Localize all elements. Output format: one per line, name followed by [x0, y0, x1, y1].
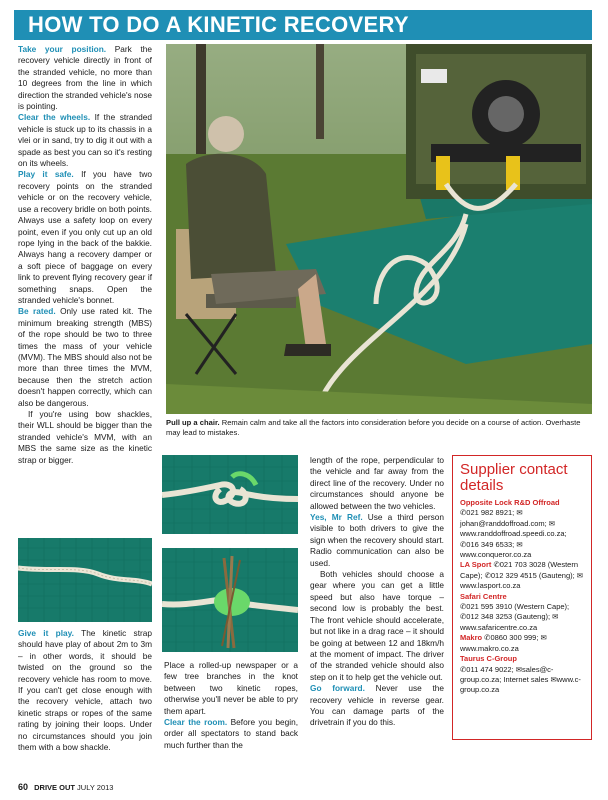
column-1-text — [18, 44, 152, 466]
subhead: Take your position. — [18, 44, 107, 54]
supplier-name: Opposite Lock R&D Offroad — [460, 498, 560, 507]
subhead: Yes, Mr Ref. — [310, 512, 363, 523]
magazine-name: DRIVE OUT — [34, 783, 75, 792]
body-text: If you're using bow shackles, their WLL should be bigger than the stranded vehicle's MVM, with an MBS the same size as the kinetic strap or bigger. — [18, 409, 152, 465]
supplier-contact-box — [452, 455, 592, 740]
body-text: The kinetic strap should have play of about 2m to 3m – in other words, it should be twisted on the ground so the recovery vehicle has room to move. If you can't get close enough with the recovery vehicle, attach two kinetic straps or ropes of the same rating by joining their loops. Under no circumstances should you join them with a bow shackle. — [18, 628, 152, 753]
issue-date: JULY 2013 — [77, 783, 114, 792]
body-text: Park the recovery vehicle directly in front of the stranded vehicle, no more than 10 degrees from the line in which direction the stranded vehicle's nose is pointing. — [18, 44, 152, 112]
knot-photo-bottom — [162, 548, 298, 652]
supplier-contact: ✆021 982 8921; ✉johan@randdoffroad.com; ✉www.randdoffroad.speedi.co.za; ✆016 349 6533; ✉www.conqueror.co.za — [460, 508, 567, 560]
supplier-name: Safari Centre — [460, 591, 507, 601]
subhead: Go forward. — [310, 683, 365, 694]
supplier-contact: ✆0860 300 999; ✉www.makro.co.za — [460, 633, 547, 653]
body-text: If the stranded vehicle is stuck up to its chassis in a vlei or in sand, try to dig it out with a spade as best you can so it's resting on its wheels. — [18, 112, 152, 169]
body-text: Both vehicles should choose a gear where you can get a little speed but also have torque – second low is probably the best. The front vehicle should accelerate, but not like in a drag race – it should be going at between 12 and 18km/h at the moment of impact. The driver of the stranded vehicle should also step on it to help get the vehicle out. — [310, 569, 444, 682]
caption-body: Remain calm and take all the factors into consideration before you decide on a course of action. Overhaste may lead to mistakes. — [166, 418, 581, 437]
rope-coil-photo — [18, 538, 152, 622]
supplier-name: LA Sport — [460, 560, 492, 570]
subhead: Clear the room. — [164, 717, 228, 728]
page-footer — [18, 781, 578, 793]
column-1-lower-text — [18, 628, 152, 753]
body-text: If you have two recovery points on the stranded vehicle or on the recovery vehicle, use a recovery bridle on both points. Always use a safety loop on every point, even if you only cut up an old rope lying in the back of the bakkie. Always hang a recovery damper or a soft piece of baggage on every link to prevent flying recovery gear if something snaps. Open the stranded vehicle's bonnet. — [18, 169, 152, 305]
body-text: Only use rated kit. The minimum breaking strength (MBS) of the rope should be two to three times the mass of your vehicle (MVM). The MBS should also not be more than three times the MVM, because then the stretch action doesn't happen correctly, which can also be dangerous. — [18, 306, 152, 408]
caption-head: Pull up a chair. — [166, 418, 220, 427]
supplier-contact: ✆021 703 3028 (Western Cape); ✆012 329 4515 (Gauteng); ✉www.lasport.co.za — [460, 560, 584, 591]
main-recovery-photo — [166, 44, 592, 414]
supplier-contact: ✆011 474 9022; ✉sales@c-group.co.za; Internet sales ✉www.c-group.co.za — [460, 664, 581, 695]
subhead: Be rated. — [18, 306, 56, 317]
article-title: HOW TO DO A KINETIC RECOVERY — [28, 12, 409, 37]
title-banner — [14, 10, 592, 40]
supplier-name: Taurus C-Group — [460, 654, 517, 664]
page-number: 60 — [18, 782, 29, 792]
body-text: Use a third person visible to both drivers to give the sign when the recovery should start. Radio communication can also be used. — [310, 512, 444, 568]
body-text: length of the rope, perpendicular to the vehicle and far away from the direct line of the recovery. Under no circumstances should anyone be allowed between the two vehicles. — [310, 455, 444, 511]
subhead: Clear the wheels. — [18, 112, 91, 123]
body-text: Place a rolled-up newspaper or a few tree branches in the knot between two kinetic ropes, otherwise you'll never be able to pry them apart. — [164, 660, 298, 716]
subhead: Give it play. — [18, 628, 74, 638]
body-text: Before you begin, order all spectators to stand back much further than the — [164, 717, 299, 750]
supplier-name: Makro — [460, 633, 483, 643]
photo-caption — [166, 418, 592, 438]
body-text: Never use the recovery vehicle in reverse gear. You can damage parts of the drivetrain if you do this. — [310, 683, 444, 728]
column-2-text — [164, 660, 298, 751]
supplier-contact: ✆021 595 3910 (Western Cape); ✆012 348 3253 (Gauteng); ✉www.safaricentre.co.za — [460, 602, 570, 632]
column-3-text — [310, 455, 444, 729]
knot-photo-top — [162, 455, 298, 534]
supplier-title: Supplier contact details — [460, 461, 568, 494]
subhead: Play it safe. — [18, 169, 74, 180]
